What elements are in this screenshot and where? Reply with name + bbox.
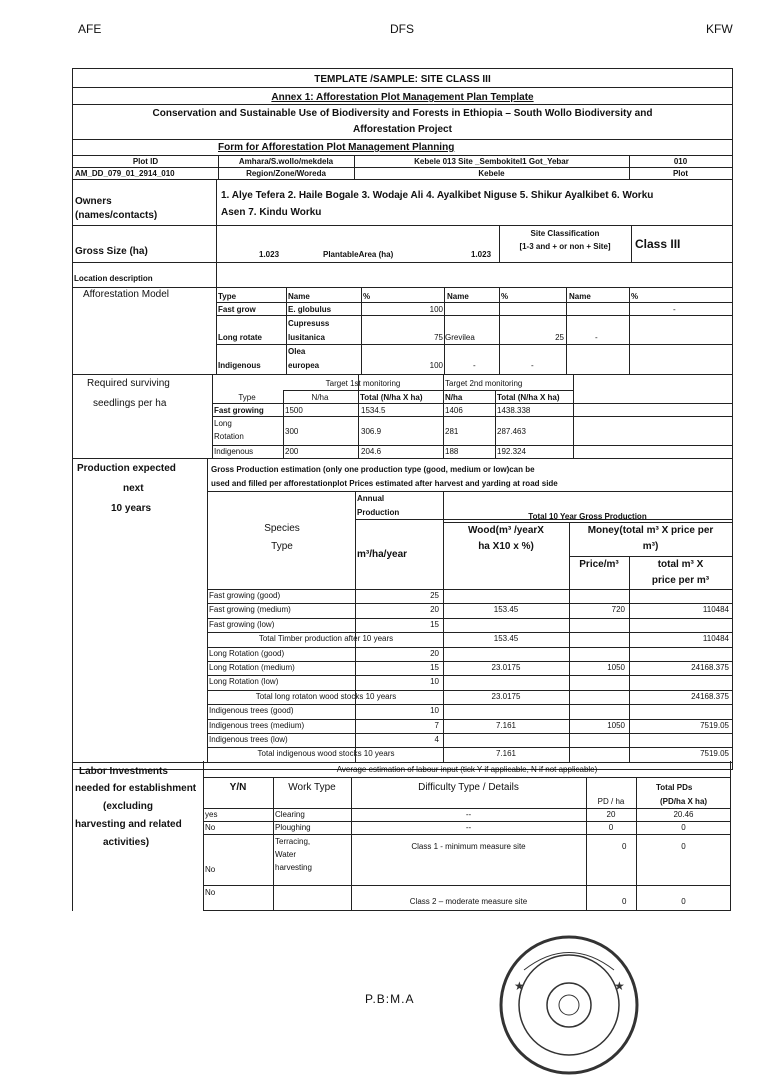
seedling-row-type: Indigenous — [214, 447, 254, 456]
seedlings-label-2: seedlings per ha — [93, 398, 167, 409]
production-row-annual: 10 — [430, 706, 439, 716]
production-subtotal-label: Total long rotaton wood stocks 10 years — [255, 691, 397, 701]
gross-size-value: 1.023 — [259, 250, 280, 259]
annex-title: Annex 1: Afforestation Plot Management Plan Template — [271, 92, 534, 103]
labor-row-yn: yes — [205, 810, 218, 819]
plot-id-header: Plot ID — [132, 157, 159, 166]
annual-header: Annual — [357, 494, 385, 503]
production-row-wood: 7.161 — [495, 749, 517, 759]
labor-row-work: Terracing, — [275, 837, 311, 846]
production-row-annual: 4 — [434, 735, 439, 744]
site-class-sub: [1-3 and + or non + Site] — [519, 242, 611, 251]
seedling-row-n2: 188 — [445, 447, 459, 456]
labor-row-diff: -- — [465, 810, 472, 819]
labor-row-diff: Class 2 – moderate measure site — [409, 897, 528, 906]
production-note-2: used and filled per afforestationplot Prices estimated after harvest and yarding at road side — [211, 479, 558, 488]
owners-label-2: (names/contacts) — [75, 210, 158, 221]
model-pct3-header: % — [631, 292, 639, 301]
seedling-type-header: Type — [238, 393, 256, 402]
site-class-label: Site Classification — [530, 229, 600, 238]
labor-row-work-2: Water — [275, 850, 297, 859]
wood-header-2: ha X10 x %) — [478, 541, 534, 552]
header-center: DFS — [390, 22, 414, 36]
target-2nd-header: Target 2nd monitoring — [445, 379, 523, 388]
plot-id-value: AM_DD_079_01_2914_010 — [75, 169, 175, 178]
labor-row-diff: -- — [465, 823, 472, 832]
seedling-total-header: Total (N/ha X ha) — [360, 393, 423, 402]
model-row-name2: - — [473, 361, 476, 370]
money-header-2: m³) — [642, 541, 659, 552]
plot-number-header: 010 — [673, 157, 688, 166]
total-price-header: total m³ X — [657, 559, 704, 570]
labor-label-3: (excluding — [103, 801, 154, 812]
labor-row-work: Ploughing — [275, 823, 311, 832]
owners-line-2: Asen 7. Kindu Worku — [221, 207, 322, 218]
production-row-label: Fast growing (good) — [209, 591, 281, 600]
model-row-pct2: 25 — [555, 333, 564, 342]
production-row-total: 24168.375 — [691, 663, 729, 672]
model-row-name: Olea — [288, 347, 306, 356]
labor-row-pd: 0 — [622, 842, 627, 851]
plot-number-value: Plot — [672, 169, 689, 178]
production-row-label: Long Rotation (good) — [209, 648, 285, 658]
model-pct-header: % — [363, 292, 371, 301]
labor-label-1: Labor Investments — [79, 766, 168, 777]
seedling-nha2-header: N/ha — [445, 393, 463, 402]
official-stamp-icon — [494, 930, 644, 1080]
total-price-header-2: price per m³ — [651, 575, 710, 586]
production-row-annual: 7 — [434, 720, 439, 730]
svg-text:★: ★ — [614, 979, 625, 993]
annual-production-header: Production — [357, 508, 400, 517]
total-10-year-header: Total 10 Year Gross Production — [528, 512, 647, 521]
species-header: Species — [264, 523, 300, 534]
production-note-1: Gross Production estimation (only one production type (good, medium or low)can be — [211, 465, 535, 474]
production-row-total: 110484 — [702, 634, 729, 644]
production-subtotal-label: Total Timber production after 10 years — [258, 634, 394, 644]
seedling-row-t2: 287.463 — [497, 427, 526, 436]
gross-size-label: Gross Size (ha) — [75, 246, 148, 257]
header-right: KFW — [706, 22, 733, 36]
project-title-2: Afforestation Project — [353, 124, 452, 135]
labor-row-total: 0 — [681, 842, 686, 851]
production-row-annual: 15 — [430, 619, 439, 629]
model-row-type: Fast grow — [218, 305, 256, 314]
labor-row-total: 0 — [681, 897, 686, 906]
difficulty-header: Difficulty Type / Details — [418, 782, 519, 793]
production-row-total: 7519.05 — [700, 720, 729, 730]
seedling-row-n2: 1406 — [445, 406, 463, 415]
plantable-area-label: PlantableArea (ha) — [323, 250, 394, 259]
pd-ha-header: PD / ha — [597, 797, 625, 806]
labor-row-yn: No — [205, 865, 216, 874]
labor-row-yn: No — [205, 888, 216, 897]
kebele-header: Kebele 013 Site _Sembokitel1 Got_Yebar — [414, 157, 569, 166]
labor-row-work-3: harvesting — [275, 863, 312, 872]
seedling-total2-header: Total (N/ha X ha) — [497, 393, 560, 402]
seedling-row-t1: 306.9 — [361, 427, 382, 436]
labor-label-2: needed for establishment — [75, 783, 197, 794]
work-type-header: Work Type — [288, 782, 336, 793]
header-left: AFE — [78, 22, 102, 36]
labor-label-5: activities) — [103, 837, 150, 848]
svg-text:★: ★ — [514, 979, 525, 993]
production-row-total: 7519.05 — [700, 749, 729, 759]
seedling-row-n1: 200 — [285, 447, 299, 456]
seedling-row-type: Long — [214, 419, 232, 428]
production-row-annual: 10 — [430, 677, 439, 687]
wood-header: Wood(m³ /yearX — [468, 525, 544, 536]
seedling-row-t2: 192.324 — [497, 447, 526, 456]
plantable-area-value: 1.023 — [471, 250, 492, 259]
production-row-wood: 23.0175 — [491, 663, 521, 672]
labor-row-diff: Class 1 - minimum measure site — [411, 842, 526, 851]
labor-row-total: 20.46 — [673, 810, 694, 819]
production-label-2: next — [123, 483, 144, 494]
model-row-pct2: - — [531, 361, 534, 370]
labor-label-4: harvesting and related — [75, 819, 182, 830]
price-header: Price/m³ — [579, 559, 619, 570]
model-row-pct3: - — [673, 305, 676, 314]
site-class-value: Class III — [635, 237, 681, 251]
model-row-pct: 100 — [429, 361, 443, 370]
production-row-wood: 7.161 — [495, 720, 517, 730]
model-row-type: Long rotate — [218, 333, 262, 342]
labor-table — [72, 761, 731, 911]
production-row-label: Fast growing (medium) — [209, 605, 291, 615]
model-row-type: Indigenous — [218, 361, 261, 370]
production-row-label: Indigenous trees (medium) — [209, 720, 305, 730]
production-row-annual: 20 — [430, 648, 439, 658]
production-label-3: 10 years — [111, 503, 152, 514]
seedling-nha-header: N/ha — [311, 393, 329, 402]
project-title-1: Conservation and Sustainable Use of Biodiversity and Forests in Ethiopia – South Wollo Biodiversity and — [152, 108, 653, 119]
total-pds-header: Total PDs — [656, 783, 693, 792]
target-1st-header: Target 1st monitoring — [325, 379, 401, 388]
production-row-price: 720 — [611, 605, 625, 615]
labor-row-pd: 0 — [622, 897, 627, 906]
total-pds-sub-header: (PD/ha X ha) — [659, 797, 708, 806]
labor-row-total: 0 — [681, 823, 686, 832]
model-row-pct: 100 — [429, 305, 443, 314]
model-row-name: Cupresuss — [288, 319, 330, 328]
money-header: Money(total m³ X price per — [587, 525, 714, 536]
production-row-label: Long Rotation (low) — [209, 677, 279, 687]
model-row-name3: - — [595, 333, 598, 342]
production-row-total: 110484 — [702, 605, 729, 615]
model-name3-header: Name — [569, 292, 591, 301]
labor-row-pd: 20 — [606, 810, 616, 819]
seedling-row-t2: 1438.338 — [497, 406, 531, 415]
production-row-total: 24168.375 — [691, 691, 729, 701]
production-subtotal-label: Total indigenous wood stocks 10 years — [257, 749, 395, 759]
yn-header: Y/N — [229, 782, 247, 793]
production-row-annual: 15 — [430, 663, 439, 672]
seedling-row-type: Fast growing — [214, 406, 264, 415]
production-row-wood: 153.45 — [493, 634, 519, 644]
model-name-header: Name — [288, 292, 310, 301]
model-name2-header: Name — [447, 292, 469, 301]
production-row-annual: 20 — [430, 605, 439, 615]
production-row-label: Indigenous trees (good) — [209, 706, 294, 716]
unit-header: m³/ha/year — [357, 549, 408, 560]
production-row-label: Long Rotation (medium) — [209, 663, 295, 672]
template-title: TEMPLATE /SAMPLE: SITE CLASS III — [314, 74, 491, 85]
production-row-wood: 153.45 — [493, 605, 519, 615]
model-row-name: E. globulus — [288, 305, 332, 314]
model-row-name-2: lusitanica — [288, 333, 325, 342]
model-row-name-2: europea — [288, 361, 320, 370]
location-label: Location description — [74, 274, 153, 283]
seedling-row-t1: 204.6 — [361, 447, 382, 456]
region-header: Amhara/S.wollo/mekdela — [238, 157, 334, 166]
model-pct2-header: % — [501, 292, 509, 301]
production-row-label: Indigenous trees (low) — [209, 735, 288, 744]
seedling-row-t1: 1534.5 — [361, 406, 386, 415]
production-row-label: Fast growing (low) — [209, 619, 275, 629]
production-row-wood: 23.0175 — [491, 691, 521, 701]
labor-note: Average estimation of labour input (tick Y if applicable, N if not applicable) — [336, 765, 598, 774]
production-row-annual: 25 — [430, 591, 439, 600]
kebele-value: Kebele — [478, 169, 505, 178]
seedlings-label-1: Required surviving — [87, 378, 170, 389]
labor-row-yn: No — [205, 823, 216, 832]
production-label-1: Production expected — [77, 463, 176, 474]
owners-label: Owners — [75, 196, 112, 207]
seedling-row-n1: 300 — [285, 427, 299, 436]
species-type-header: Type — [271, 541, 293, 552]
region-value: Region/Zone/Woreda — [246, 169, 326, 178]
labor-row-pd: 0 — [608, 823, 614, 832]
model-row-pct: 75 — [434, 333, 443, 342]
production-row-price: 1050 — [607, 720, 625, 730]
production-row-price: 1050 — [607, 663, 625, 672]
footer-text: P.B:M.A — [365, 992, 415, 1006]
seedling-row-n1: 1500 — [285, 406, 303, 415]
form-title: Form for Afforestation Plot Management Planning — [218, 142, 455, 153]
seedling-row-type-2: Rotation — [214, 432, 244, 441]
labor-row-work: Clearing — [275, 810, 305, 819]
seedling-row-n2: 281 — [445, 427, 459, 436]
model-row-name2: Grevilea — [445, 333, 475, 342]
model-type-header: Type — [218, 292, 237, 301]
afforestation-model-label: Afforestation Model — [83, 289, 169, 300]
owners-line-1: 1. Alye Tefera 2. Haile Bogale 3. Wodaje Ali 4. Ayalkibet Niguse 5. Shikur Ayalkibet 6. Worku — [221, 190, 654, 201]
